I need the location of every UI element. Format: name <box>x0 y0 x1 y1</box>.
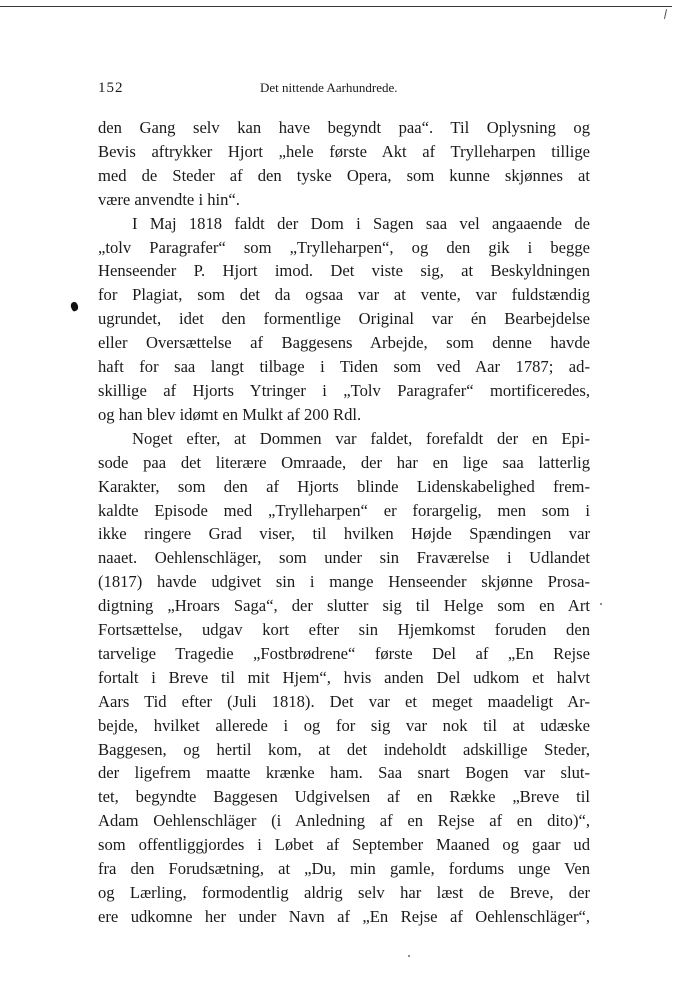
text-line: Noget efter, at Dommen var faldet, forefaldt der en Epi- <box>132 428 590 448</box>
text-line: for Plagiat, som det da ogsaa var at vente, var fuldstændig <box>98 285 590 305</box>
text-line: og Lærling, formodentlig aldrig selv har læst de Breve, der <box>98 883 590 902</box>
text-line: I Maj 1818 faldt der Dom i Sagen saa vel angaaende de <box>132 213 590 233</box>
text-line: naaet. Oehlenschläger, som under sin Fraværelse i Udlandet <box>98 548 590 568</box>
text-line: skillige af Hjorts Ytringer i „Tolv Paragrafer“ mortificeredes, <box>98 380 590 400</box>
text-line: Aars Tid efter (Juli 1818). Det var et meget maadeligt Ar- <box>98 691 590 711</box>
text-line: Baggesen, og hertil kom, at det indeholdt adskillige Steder, <box>98 739 590 759</box>
text-line: som offentliggjordes i Løbet af September Maaned og gaar ud <box>98 835 590 855</box>
text-line: (1817) havde udgivet sin i mange Henseender skjønne Prosa- <box>98 572 590 592</box>
text-line: tarvelige Tragedie „Fostbrødrene“ første Del af „En Rejse <box>98 643 590 663</box>
text-line: den Gang selv kan have begyndt paa“. Til Oplysning og <box>98 118 590 137</box>
text-line: „tolv Paragrafer“ som „Trylleharpen“, og den gik i begge <box>98 237 590 257</box>
ink-blot-mark <box>69 301 79 312</box>
page-number: 152 <box>98 80 124 96</box>
text-line: og han blev idømt en Mulkt af 200 Rdl. <box>98 404 362 424</box>
top-corner-mark <box>664 9 667 19</box>
text-line: digtning „Hroars Saga“, der slutter sig til Helge som en Art <box>98 596 590 616</box>
text-line: fra den Forudsætning, at „Du, min gamle, fordums unge Ven <box>98 859 590 879</box>
text-line: kaldte Episode med „Trylleharpen“ er forargelig, men som i <box>98 500 590 520</box>
body-text <box>98 116 590 929</box>
text-line: bejde, hvilket allerede i og for sig var nok til at udæske <box>98 715 590 735</box>
text-line: ugrundet, idet den formentlige Original var én Bearbejdelse <box>98 309 590 329</box>
text-line: Henseender P. Hjort imod. Det viste sig, at Beskyldningen <box>98 261 590 281</box>
text-line: Fortsættelse, udgav kort efter sin Hjemkomst foruden den <box>98 620 590 640</box>
text-line: Karakter, som den af Hjorts blinde Lidenskabelighed frem- <box>98 476 590 496</box>
text-line: der ligefrem maatte krænke ham. Saa snart Bogen var slut- <box>98 763 590 783</box>
text-line: Bevis aftrykker Hjort „hele første Akt af Trylleharpen tillige <box>98 141 590 161</box>
text-line: Adam Oehlenschläger (i Anledning af en Rejse af en dito)“, <box>98 811 590 831</box>
text-line: med de Steder af den tyske Opera, som kunne skjønnes at <box>98 165 590 185</box>
text-line: tet, begyndte Baggesen Udgivelsen af en Række „Breve til <box>98 787 590 807</box>
text-line: sode paa det literære Omraade, der har en lige saa latterlig <box>98 452 590 472</box>
text-line: være anvendte i hin“. <box>98 189 240 209</box>
ink-speck <box>600 603 602 605</box>
text-line: ere udkomne her under Navn af „En Rejse af Oehlenschläger“, <box>98 906 590 926</box>
text-line: eller Oversættelse af Baggesens Arbejde, som denne havde <box>98 333 590 353</box>
text-line: fortalt i Breve til mit Hjem“, hvis anden Del udkom et halvt <box>98 667 590 687</box>
ink-speck <box>408 955 410 957</box>
top-border-rule <box>0 6 672 7</box>
running-head: Det nittende Aarhundrede. <box>260 80 398 95</box>
text-line: haft for saa langt tilbage i Tiden som ved Aar 1787; ad- <box>98 357 590 377</box>
text-line: ikke ringere Grad viser, til hvilken Højde Spændingen var <box>98 524 590 544</box>
